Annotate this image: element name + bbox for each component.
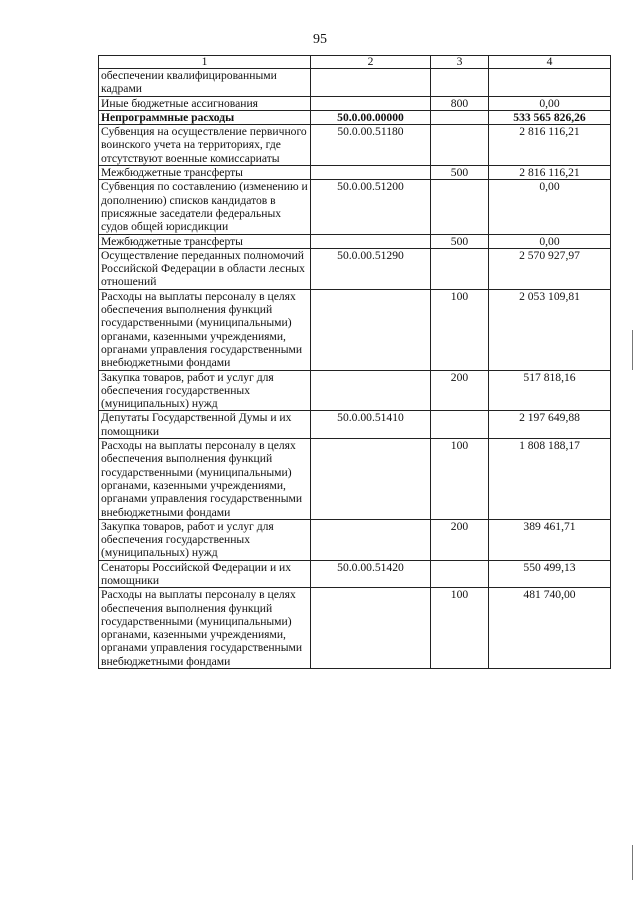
table-row	[99, 289, 611, 370]
table-row	[99, 588, 611, 669]
cell-amount: 0,00	[489, 96, 611, 110]
table-row	[99, 96, 611, 110]
cell-amount: 2 816 116,21	[489, 125, 611, 166]
cell-name: Иные бюджетные ассигнования	[99, 96, 311, 110]
cell-kind: 800	[431, 96, 489, 110]
cell-kind: 200	[431, 370, 489, 411]
table-row	[99, 166, 611, 180]
cell-amount: 1 808 188,17	[489, 439, 611, 520]
table-row	[99, 180, 611, 234]
cell-code: 50.0.00.51420	[311, 560, 431, 588]
table-row	[99, 411, 611, 439]
cell-kind: 500	[431, 166, 489, 180]
cell-name: Расходы на выплаты персоналу в целях обеспечения выполнения функций государственными (муниципальными) органами, казенными учреждениями, органами управления государственными внебюджетными фондами	[99, 289, 311, 370]
cell-name: Расходы на выплаты персоналу в целях обеспечения выполнения функций государственными (муниципальными) органами, казенными учреждениями, органами управления государственными внебюджетными фондами	[99, 439, 311, 520]
cell-code: 50.0.00.51290	[311, 248, 431, 289]
header-col-4: 4	[489, 56, 611, 69]
header-col-2: 2	[311, 56, 431, 69]
cell-code: 50.0.00.00000	[311, 110, 431, 124]
cell-name: Закупка товаров, работ и услуг для обеспечения государственных (муниципальных) нужд	[99, 370, 311, 411]
cell-code: 50.0.00.51410	[311, 411, 431, 439]
cell-kind	[431, 125, 489, 166]
cell-name: Субвенция по составлению (изменению и дополнению) списков кандидатов в присяжные заседатели федеральных судов общей юрисдикции	[99, 180, 311, 234]
cell-amount: 0,00	[489, 180, 611, 234]
cell-code	[311, 234, 431, 248]
cell-kind	[431, 180, 489, 234]
cell-code	[311, 96, 431, 110]
cell-name: Осуществление переданных полномочий Российской Федерации в области лесных отношений	[99, 248, 311, 289]
cell-name: Закупка товаров, работ и услуг для обеспечения государственных (муниципальных) нужд	[99, 519, 311, 560]
cell-amount: 389 461,71	[489, 519, 611, 560]
cell-code	[311, 69, 431, 97]
cell-code	[311, 439, 431, 520]
scan-edge-mark	[632, 845, 633, 880]
cell-kind	[431, 110, 489, 124]
header-col-1: 1	[99, 56, 311, 69]
table-row	[99, 234, 611, 248]
cell-kind: 100	[431, 439, 489, 520]
cell-amount: 0,00	[489, 234, 611, 248]
cell-kind	[431, 560, 489, 588]
cell-kind: 200	[431, 519, 489, 560]
table-header-row	[99, 56, 611, 69]
cell-name: Межбюджетные трансферты	[99, 234, 311, 248]
table-row	[99, 125, 611, 166]
cell-amount: 481 740,00	[489, 588, 611, 669]
cell-amount: 2 197 649,88	[489, 411, 611, 439]
cell-name: Межбюджетные трансферты	[99, 166, 311, 180]
table-row	[99, 439, 611, 520]
cell-name: Сенаторы Российской Федерации и их помощники	[99, 560, 311, 588]
cell-amount: 517 818,16	[489, 370, 611, 411]
cell-kind: 500	[431, 234, 489, 248]
scan-edge-mark	[632, 330, 633, 370]
table-row	[99, 519, 611, 560]
cell-kind	[431, 69, 489, 97]
cell-name: Субвенция на осуществление первичного воинского учета на территориях, где отсутствуют военные комиссариаты	[99, 125, 311, 166]
cell-amount: 2 053 109,81	[489, 289, 611, 370]
cell-code	[311, 370, 431, 411]
table-body	[99, 69, 611, 669]
cell-kind	[431, 411, 489, 439]
cell-code: 50.0.00.51180	[311, 125, 431, 166]
table-row	[99, 560, 611, 588]
cell-code	[311, 588, 431, 669]
cell-amount: 2 816 116,21	[489, 166, 611, 180]
page-number: 95	[313, 32, 327, 47]
cell-kind	[431, 248, 489, 289]
cell-name: обеспечении квалифицированными кадрами	[99, 69, 311, 97]
cell-kind: 100	[431, 289, 489, 370]
cell-code	[311, 519, 431, 560]
cell-amount: 550 499,13	[489, 560, 611, 588]
cell-name: Депутаты Государственной Думы и их помощники	[99, 411, 311, 439]
cell-amount: 2 570 927,97	[489, 248, 611, 289]
cell-name: Расходы на выплаты персоналу в целях обеспечения выполнения функций государственными (муниципальными) органами, казенными учреждениями, органами управления государственными внебюджетными фондами	[99, 588, 311, 669]
cell-code: 50.0.00.51200	[311, 180, 431, 234]
cell-kind: 100	[431, 588, 489, 669]
table-row	[99, 110, 611, 124]
cell-amount: 533 565 826,26	[489, 110, 611, 124]
table-row	[99, 69, 611, 97]
cell-code	[311, 166, 431, 180]
header-col-3: 3	[431, 56, 489, 69]
table-row	[99, 370, 611, 411]
cell-code	[311, 289, 431, 370]
budget-table	[98, 55, 611, 669]
cell-name: Непрограммные расходы	[99, 110, 311, 124]
cell-amount	[489, 69, 611, 97]
table-row	[99, 248, 611, 289]
